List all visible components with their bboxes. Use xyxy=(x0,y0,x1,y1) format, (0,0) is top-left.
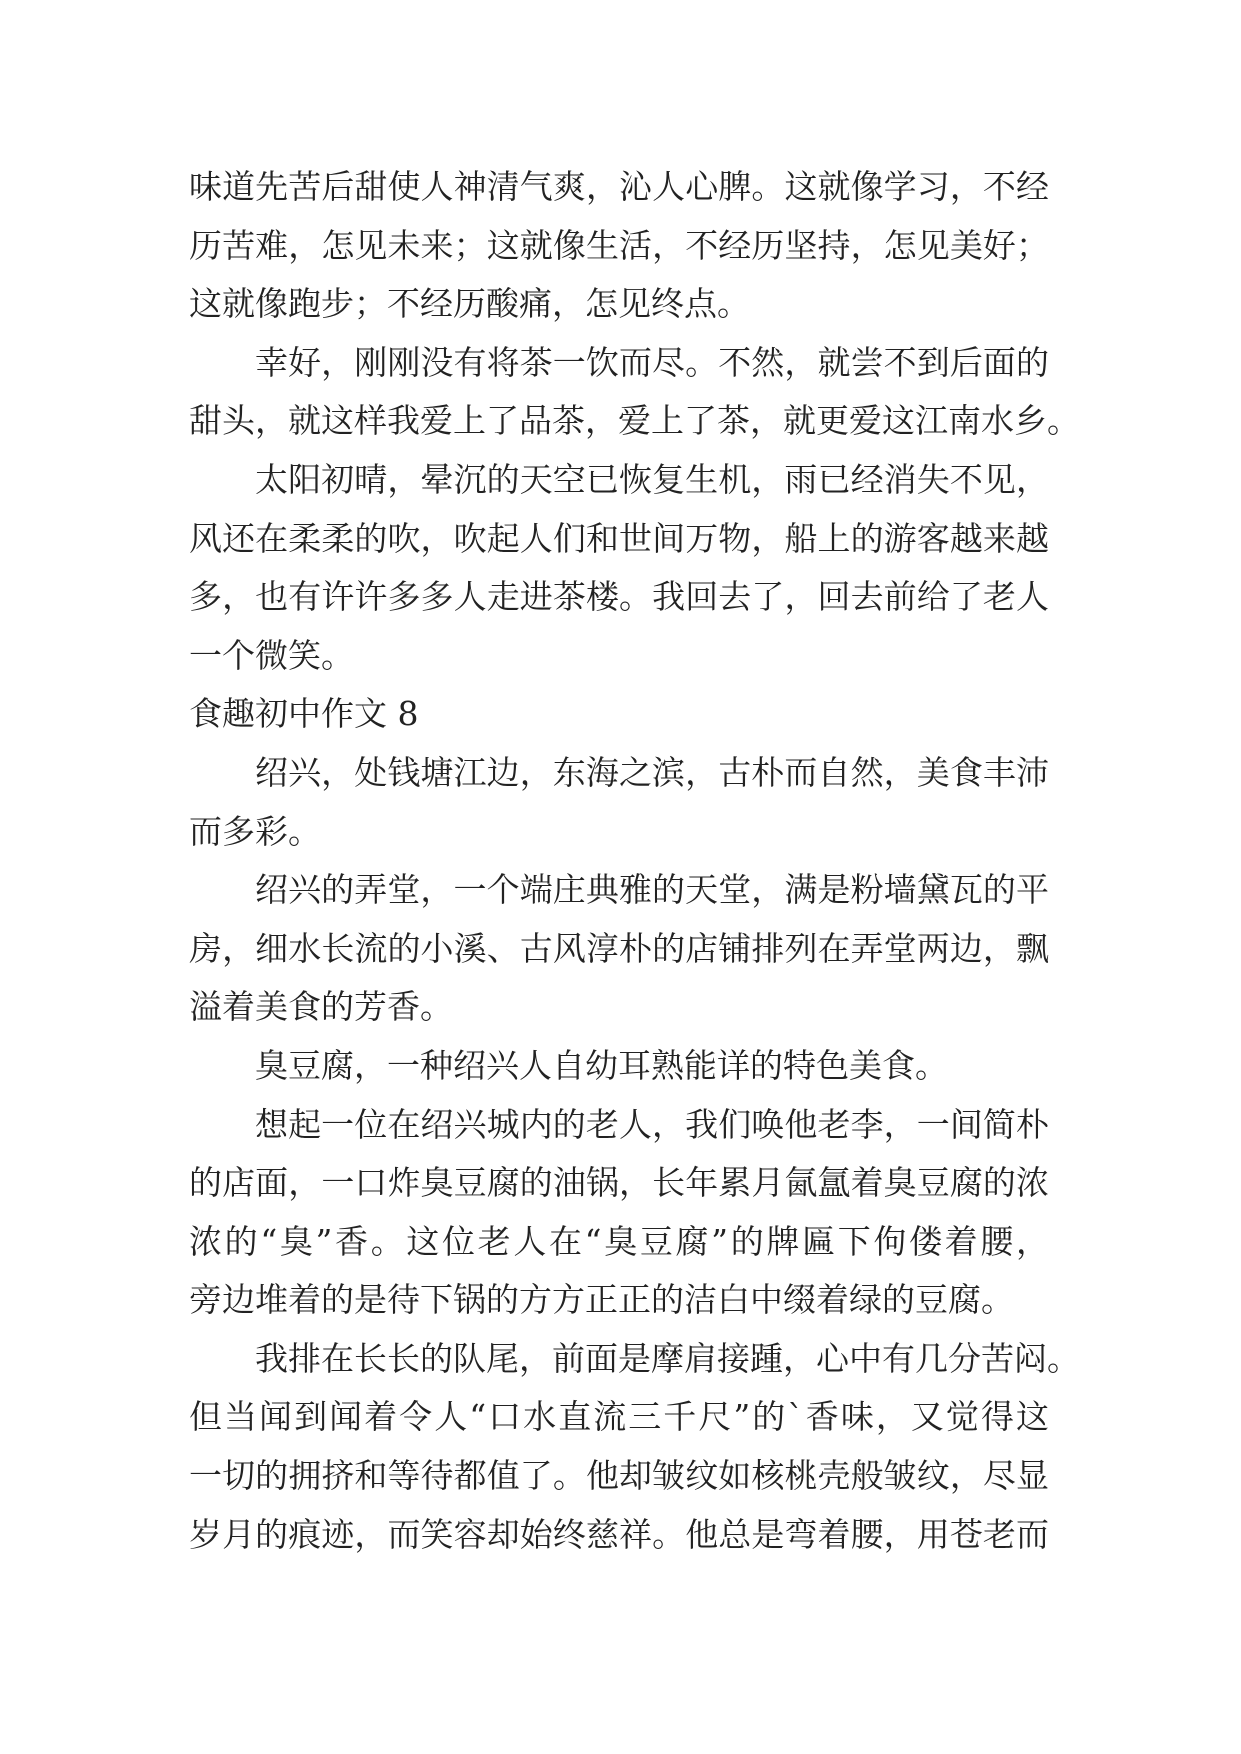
text-line: 浓的“臭”香。这位老人在“臭豆腐”的牌匾下佝偻着腰， xyxy=(189,1221,1049,1261)
text-line: 但当闻到闻着令人“口水直流三千尺”的`香味，又觉得这 xyxy=(189,1397,1049,1437)
text-line: 我排在长长的队尾，前面是摩肩接踵，心中有几分苦闷。 xyxy=(255,1338,1080,1378)
text-line: 太阳初晴，晕沉的天空已恢复生机，雨已经消失不见， xyxy=(255,459,1049,499)
text-line: 溢着美食的芳香。 xyxy=(189,987,453,1027)
text-line: 一个微笑。 xyxy=(189,635,354,675)
text-line: 旁边堆着的是待下锅的方方正正的洁白中缀着绿的豆腐。 xyxy=(189,1280,1014,1320)
text-line: 想起一位在绍兴城内的老人，我们唤他老李，一间简朴 xyxy=(255,1104,1049,1144)
section-heading: 食趣初中作文 8 xyxy=(189,694,419,734)
text-line: 绍兴的弄堂，一个端庄典雅的天堂，满是粉墙黛瓦的平 xyxy=(255,870,1049,910)
text-line: 甜头，就这样我爱上了品茶，爱上了茶，就更爱这江南水乡。 xyxy=(189,401,1080,441)
text-line: 风还在柔柔的吹，吹起人们和世间万物，船上的游客越来越 xyxy=(189,518,1049,558)
text-line: 岁月的痕迹，而笑容却始终慈祥。他总是弯着腰，用苍老而 xyxy=(189,1514,1049,1554)
text-line: 臭豆腐，一种绍兴人自幼耳熟能详的特色美食。 xyxy=(255,1045,948,1085)
text-line: 的店面，一口炸臭豆腐的油锅，长年累月氤氲着臭豆腐的浓 xyxy=(189,1163,1049,1203)
text-line: 这就像跑步；不经历酸痛，怎见终点。 xyxy=(189,284,750,324)
text-line: 幸好，刚刚没有将茶一饮而尽。不然，就尝不到后面的 xyxy=(255,342,1049,382)
document-body xyxy=(189,158,1080,1564)
text-line: 味道先苦后甜使人神清气爽，沁人心脾。这就像学习，不经 xyxy=(189,167,1049,206)
text-line: 多，也有许许多多人走进茶楼。我回去了，回去前给了老人 xyxy=(189,577,1049,617)
text-line: 绍兴，处钱塘江边，东海之滨，古朴而自然，美食丰沛 xyxy=(255,752,1049,792)
text-line: 而多彩。 xyxy=(189,811,321,851)
text-line: 房，细水长流的小溪、古风淳朴的店铺排列在弄堂两边，飘 xyxy=(189,928,1049,968)
text-line: 一切的拥挤和等待都值了。他却皱纹如核桃壳般皱纹，尽显 xyxy=(189,1456,1049,1496)
text-line: 历苦难，怎见未来；这就像生活，不经历坚持，怎见美好； xyxy=(189,225,1049,265)
